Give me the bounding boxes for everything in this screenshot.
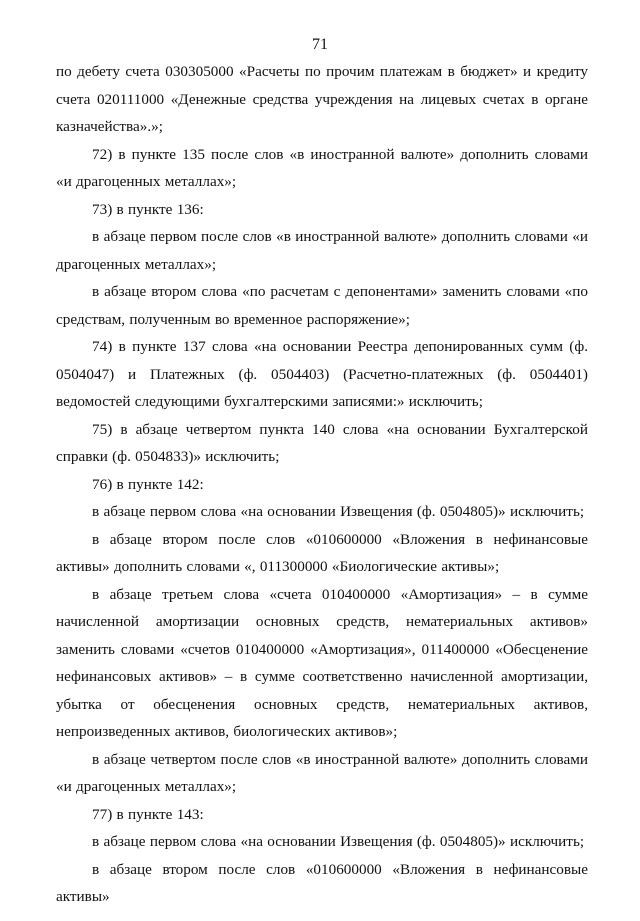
document-body bbox=[56, 58, 588, 911]
paragraph: 74) в пункте 137 слова «на основании Реестра депонированных сумм (ф. 0504047) и Платежных (ф. 0504403) (Расчетно-платежных (ф. 0504401) ведомостей следующими бухгалтерскими записями:» исключить; bbox=[56, 338, 588, 410]
paragraph: в абзаце втором слова «по расчетам с депонентами» заменить словами «по средствам, полученным во временное распоряжение»; bbox=[56, 283, 588, 328]
paragraph: 77) в пункте 143: bbox=[92, 805, 204, 823]
paragraph: в абзаце втором после слов «010600000 «Вложения в нефинансовые активы» bbox=[56, 860, 588, 905]
paragraph: в абзаце первом после слов «в иностранной валюте» дополнить словами «и драгоценных металлах»; bbox=[56, 228, 588, 273]
paragraph: 75) в абзаце четвертом пункта 140 слова «на основании Бухгалтерской справки (ф. 0504833)» исключить; bbox=[56, 420, 588, 465]
paragraph: 73) в пункте 136: bbox=[92, 200, 204, 218]
paragraph: по дебету счета 030305000 «Расчеты по прочим платежам в бюджет» и кредиту счета 020111000 «Денежные средства учреждения на лицевых счетах в органе казначейства».»; bbox=[56, 63, 588, 135]
paragraph: 76) в пункте 142: bbox=[92, 475, 204, 493]
paragraph: 72) в пункте 135 после слов «в иностранной валюте» дополнить словами «и драгоценных металлах»; bbox=[56, 145, 588, 190]
paragraph: в абзаце четвертом после слов «в иностранной валюте» дополнить словами «и драгоценных металлах»; bbox=[56, 750, 588, 795]
paragraph: в абзаце первом слова «на основании Извещения (ф. 0504805)» исключить; bbox=[92, 503, 585, 520]
paragraph: в абзаце втором после слов «010600000 «Вложения в нефинансовые активы» дополнить словами «, 011300000 «Биологические активы»; bbox=[56, 530, 588, 575]
paragraph: в абзаце третьем слова «счета 010400000 «Амортизация» – в сумме начисленной амортизации основных средств, нематериальных активов» заменить словами «счетов 010400000 «Амортизация», 011400000 «Обесценение нефинансовых активов» – в сумме соответственно начисленной амортизации, убытка от обесценения основных средств, нематериальных активов, непроизведенных активов, биологических активов»; bbox=[56, 585, 588, 740]
page-number: 71 bbox=[312, 36, 328, 53]
paragraph: в абзаце первом слова «на основании Извещения (ф. 0504805)» исключить; bbox=[92, 833, 585, 850]
